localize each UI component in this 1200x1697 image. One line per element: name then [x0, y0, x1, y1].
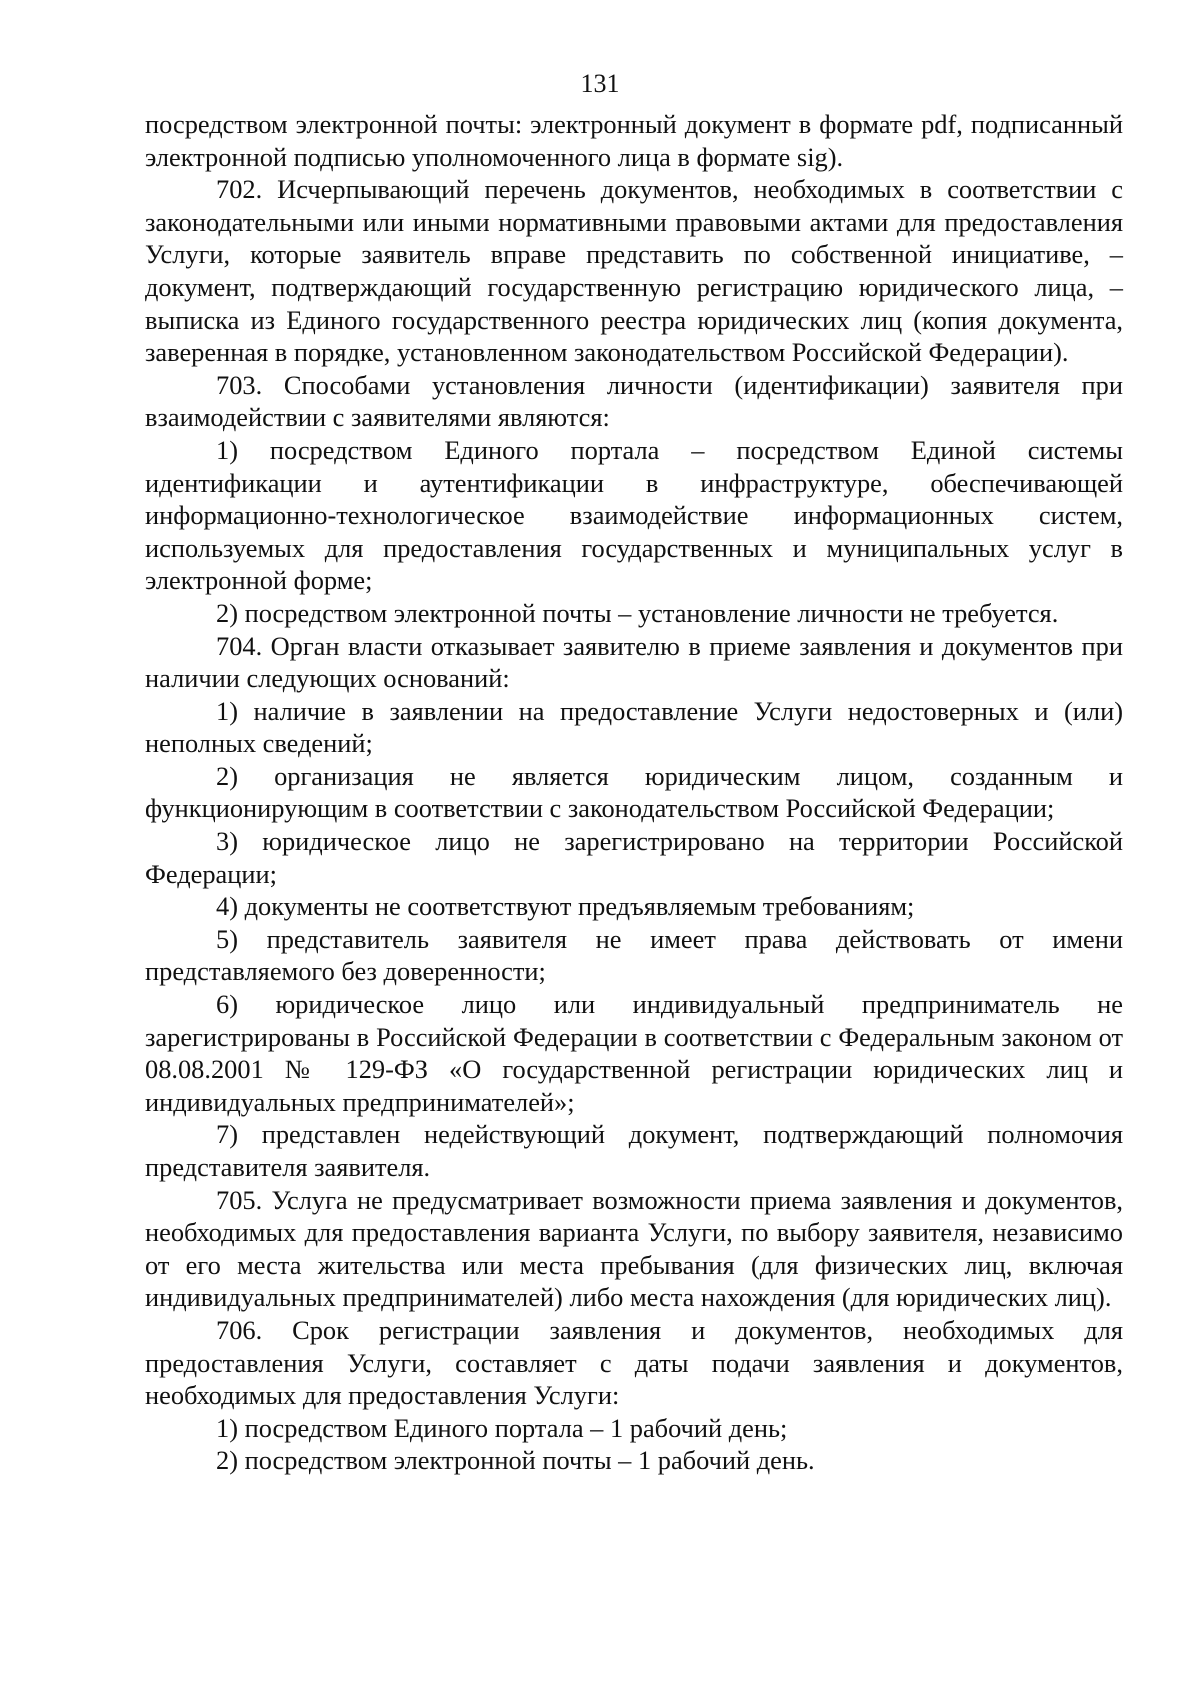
list-item-704-3: 3) юридическое лицо не зарегистрировано на территории Российской Федерации;: [145, 826, 1123, 889]
page-number: 131: [580, 69, 620, 98]
list-item-706-1: 1) посредством Единого портала – 1 рабочий день;: [216, 1412, 788, 1443]
list-item-703-2: 2) посредством электронной почты – установление личности не требуется.: [216, 597, 1059, 628]
paragraph-continuation: посредством электронной почты: электронный документ в формате pdf, подписанный электронной подписью уполномоченного лица в формате sig).: [145, 109, 1123, 172]
list-item-704-4: 4) документы не соответствуют предъявляемым требованиям;: [216, 891, 915, 922]
list-item-704-1: 1) наличие в заявлении на предоставление Услуги недостоверных и (или) неполных сведений;: [145, 695, 1123, 759]
list-item-704-5: 5) представитель заявителя не имеет права действовать от имени представляемого без доверенности;: [145, 923, 1123, 987]
paragraph-703: 703. Способами установления личности (идентификации) заявителя при взаимодействии с заявителями являются:: [145, 369, 1123, 433]
paragraph-704: 704. Орган власти отказывает заявителю в приеме заявления и документов при наличии следующих оснований:: [145, 630, 1123, 694]
list-item-706-2: 2) посредством электронной почты – 1 рабочий день.: [216, 1445, 815, 1476]
list-item-704-6: 6) юридическое лицо или индивидуальный предприниматель не зарегистрированы в Российской Федерации в соответствии с Федеральным законом от 08.08.2001 № 129-ФЗ «О государственной регистрации юридических лиц и индивидуальных предпринимателей»;: [145, 989, 1123, 1117]
document-body: [145, 108, 1123, 1477]
list-item-703-1: 1) посредством Единого портала – посредством Единой системы идентификации и аутентификации в инфраструктуре, обеспечивающей информационно-технологическое взаимодействие информационных систем, используемых для предоставления государственных и муниципальных услуг в электронной форме;: [145, 434, 1123, 596]
list-item-704-2: 2) организация не является юридическим лицом, созданным и функционирующим в соответствии с законодательством Российской Федерации;: [145, 760, 1123, 824]
paragraph-702: 702. Исчерпывающий перечень документов, необходимых в соответствии с законодательными или иными нормативными правовыми актами для предоставления Услуги, которые заявитель вправе представить по собственной инициативе, – документ, подтверждающий государственную регистрацию юридического лица, – выписка из Единого государственного реестра юридических лиц (копия документа, заверенная в порядке, установленном законодательством Российской Федерации).: [145, 174, 1123, 368]
paragraph-705: 705. Услуга не предусматривает возможности приема заявления и документов, необходимых для предоставления варианта Услуги, по выбору заявителя, независимо от его места жительства или места пребывания (для физических лиц, включая индивидуальных предпринимателей) либо места нахождения (для юридических лиц).: [145, 1184, 1123, 1313]
list-item-704-7: 7) представлен недействующий документ, подтверждающий полномочия представителя заявителя.: [145, 1119, 1123, 1182]
paragraph-706: 706. Срок регистрации заявления и документов, необходимых для предоставления Услуги, составляет с даты подачи заявления и документов, необходимых для предоставления Услуги:: [145, 1314, 1123, 1411]
